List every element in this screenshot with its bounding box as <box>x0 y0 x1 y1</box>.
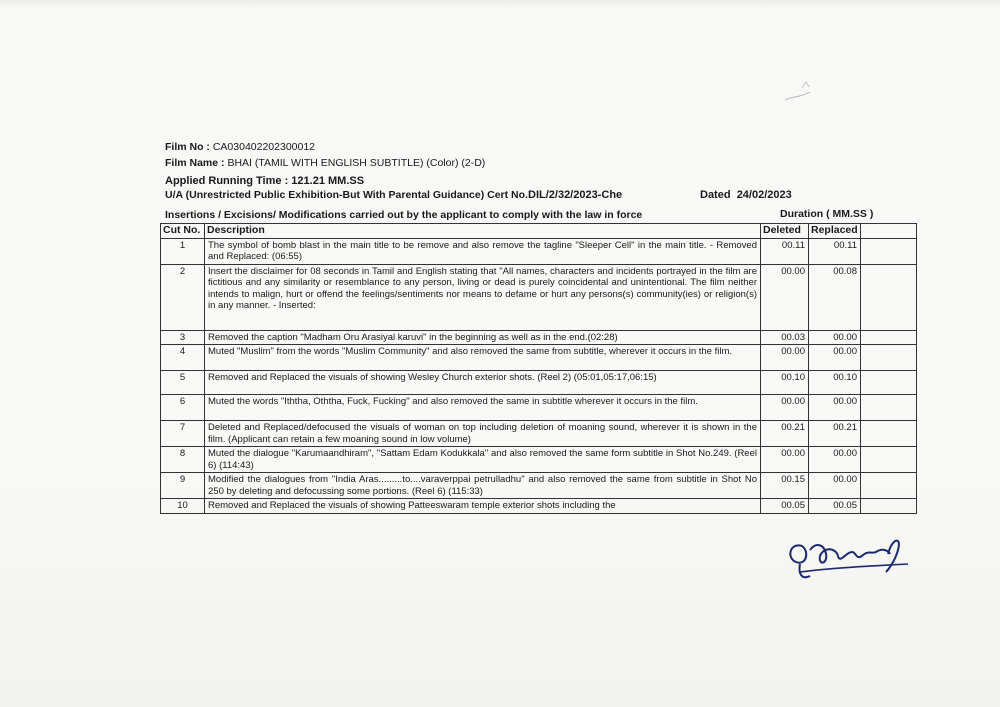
deleted-duration: 00.11 <box>761 238 809 264</box>
running-time-line <box>165 175 364 187</box>
table-row <box>161 264 917 330</box>
deleted-duration: 00.21 <box>761 421 809 447</box>
cut-no: 9 <box>161 473 205 499</box>
deleted-duration: 00.00 <box>761 345 809 371</box>
blank-cell <box>861 345 917 371</box>
replaced-duration: 00.00 <box>809 473 861 499</box>
replaced-duration: 00.11 <box>809 238 861 264</box>
cut-description: Removed and Replaced the visuals of showing Patteeswaram temple exterior shots including the <box>205 499 761 514</box>
replaced-duration: 00.00 <box>809 330 861 345</box>
deleted-duration: 00.15 <box>761 473 809 499</box>
deleted-duration: 00.10 <box>761 371 809 395</box>
replaced-duration: 00.21 <box>809 421 861 447</box>
film-no-line <box>165 141 315 153</box>
cut-description: Muted the dialogue "Karumaandhiram", "Sattam Edam Kodukkala" and also removed the same form subtitle in Shot No.249. (Reel 6) (114:43) <box>205 447 761 473</box>
column-header-blank <box>861 224 917 239</box>
table-header-row <box>161 224 917 239</box>
handwritten-signature <box>780 528 930 588</box>
cut-description: Modified the dialogues from "India Aras.........to....varaverppai petrulladhu" and also removed the same from subtitle in Shot No 250 by deleting and defocussing some portions. (Reel 6) (115:33) <box>205 473 761 499</box>
replaced-duration: 00.05 <box>809 499 861 514</box>
cut-description: Removed and Replaced the visuals of showing Wesley Church exterior shots. (Reel 2) (05:01,05:17,06:15) <box>205 371 761 395</box>
cut-description: Deleted and Replaced/defocused the visuals of woman on top including deletion of moaning sound, wherever it is shown in the film. (Applicant can retain a few moaning sound in low volume) <box>205 421 761 447</box>
film-name-value: BHAI (TAMIL WITH ENGLISH SUBTITLE) (Color) (2-D) <box>227 157 486 169</box>
deleted-duration: 00.05 <box>761 499 809 514</box>
replaced-duration: 00.00 <box>809 447 861 473</box>
cut-description: Muted the words "Iththa, Oththa, Fuck, Fucking" and also removed the same in subtitle wherever it occurs in the film. <box>205 395 761 421</box>
cut-no: 2 <box>161 264 205 330</box>
column-header-deleted: Deleted <box>761 224 809 239</box>
blank-cell <box>861 421 917 447</box>
column-header-replaced: Replaced <box>809 224 861 239</box>
table-row <box>161 395 917 421</box>
column-header-description: Description <box>205 224 761 239</box>
cut-no: 3 <box>161 330 205 345</box>
blank-cell <box>861 395 917 421</box>
replaced-duration: 00.10 <box>809 371 861 395</box>
table-row <box>161 345 917 371</box>
certificate-line <box>165 189 528 201</box>
film-no-label: Film No : <box>165 141 210 153</box>
deleted-duration: 00.00 <box>761 395 809 421</box>
blank-cell <box>861 499 917 514</box>
cut-no: 10 <box>161 499 205 514</box>
blank-cell <box>861 447 917 473</box>
duration-heading: Duration ( MM.SS ) <box>780 208 874 220</box>
cut-no: 7 <box>161 421 205 447</box>
blank-cell <box>861 371 917 395</box>
insertions-heading: Insertions / Excisions/ Modifications carried out by the applicant to comply with the law in force <box>165 209 643 221</box>
cut-description: Removed the caption "Madham Oru Arasiyal karuvi" in the beginning as well as in the end.(02:28) <box>205 330 761 345</box>
cut-no: 8 <box>161 447 205 473</box>
cut-no: 5 <box>161 371 205 395</box>
table-row <box>161 238 917 264</box>
certificate-text: U/A (Unrestricted Public Exhibition-But With Parental Guidance) Cert No. <box>165 189 528 201</box>
table-row <box>161 371 917 395</box>
cut-description: The symbol of bomb blast in the main title to be remove and also remove the tagline "Sleeper Cell" in the main title. - Removed and Replaced: (06:55) <box>205 238 761 264</box>
cut-description: Muted "Muslim" from the words "Muslim Community" and also removed the same from subtitle, wherever it occurs in the film. <box>205 345 761 371</box>
cut-no: 6 <box>161 395 205 421</box>
table-row <box>161 330 917 345</box>
running-time-value: 121.21 MM.SS <box>291 175 365 187</box>
table-row <box>161 421 917 447</box>
blank-cell <box>861 264 917 330</box>
table-row <box>161 499 917 514</box>
column-header-cut-no: Cut No. <box>161 224 205 239</box>
dated-label: Dated <box>700 189 731 201</box>
replaced-duration: 00.00 <box>809 395 861 421</box>
dated-value: 24/02/2023 <box>736 189 792 201</box>
film-name-label: Film Name : <box>165 157 225 169</box>
replaced-duration: 00.00 <box>809 345 861 371</box>
deleted-duration: 00.03 <box>761 330 809 345</box>
running-time-label: Applied Running Time : <box>165 175 289 187</box>
certificate-number: DIL/2/32/2023-Che <box>528 189 623 201</box>
table-row <box>161 473 917 499</box>
blank-cell <box>861 330 917 345</box>
deleted-duration: 00.00 <box>761 447 809 473</box>
blank-cell <box>861 473 917 499</box>
film-no-value: CA030402202300012 <box>212 141 316 153</box>
cut-no: 1 <box>161 238 205 264</box>
table-row <box>161 447 917 473</box>
ink-smudge-mark <box>780 70 820 110</box>
deleted-duration: 00.00 <box>761 264 809 330</box>
cut-no: 4 <box>161 345 205 371</box>
blank-cell <box>861 238 917 264</box>
replaced-duration: 00.08 <box>809 264 861 330</box>
film-name-line <box>165 157 485 169</box>
dated-line <box>700 189 792 201</box>
cuts-table <box>160 223 917 514</box>
cut-description: Insert the disclaimer for 08 seconds in Tamil and English stating that "All names, characters and incidents portrayed in the film are fictitious and any similarity or resemblance to any person, living or dead is purely coincidental and unintentional. The film neither intends to malign, hurt or offend the feelings/sentiments nor means to defame or hurt any persons(s) community(ies) or religion(s) in any manner. - Inserted: <box>205 264 761 330</box>
